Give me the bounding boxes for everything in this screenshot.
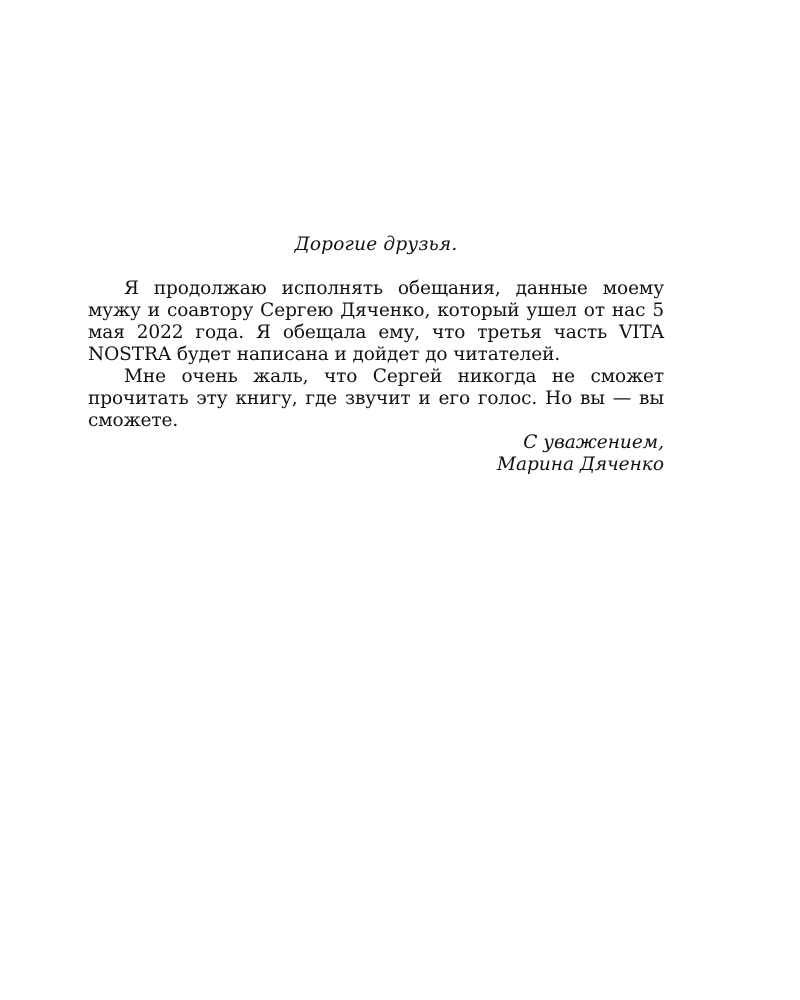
dedication-letter	[88, 234, 664, 476]
signature-closing: С уважением,	[523, 432, 664, 453]
signature-block	[88, 432, 664, 476]
letter-paragraph: Я продолжаю исполнять обещания, данные моему мужу и соавтору Сергею Дяченко, который ушел от нас 5 мая 2022 года. Я обещала ему, что третья часть VITA NOSTRA будет написана и дойдет до читателей.	[88, 278, 664, 365]
letter-paragraph: Мне очень жаль, что Сергей никогда не сможет прочитать эту книгу, где звучит и его голос. Но вы — вы сможете.	[88, 366, 664, 431]
letter-heading: Дорогие друзья.	[294, 234, 458, 255]
signature-name: Марина Дяченко	[497, 454, 664, 475]
